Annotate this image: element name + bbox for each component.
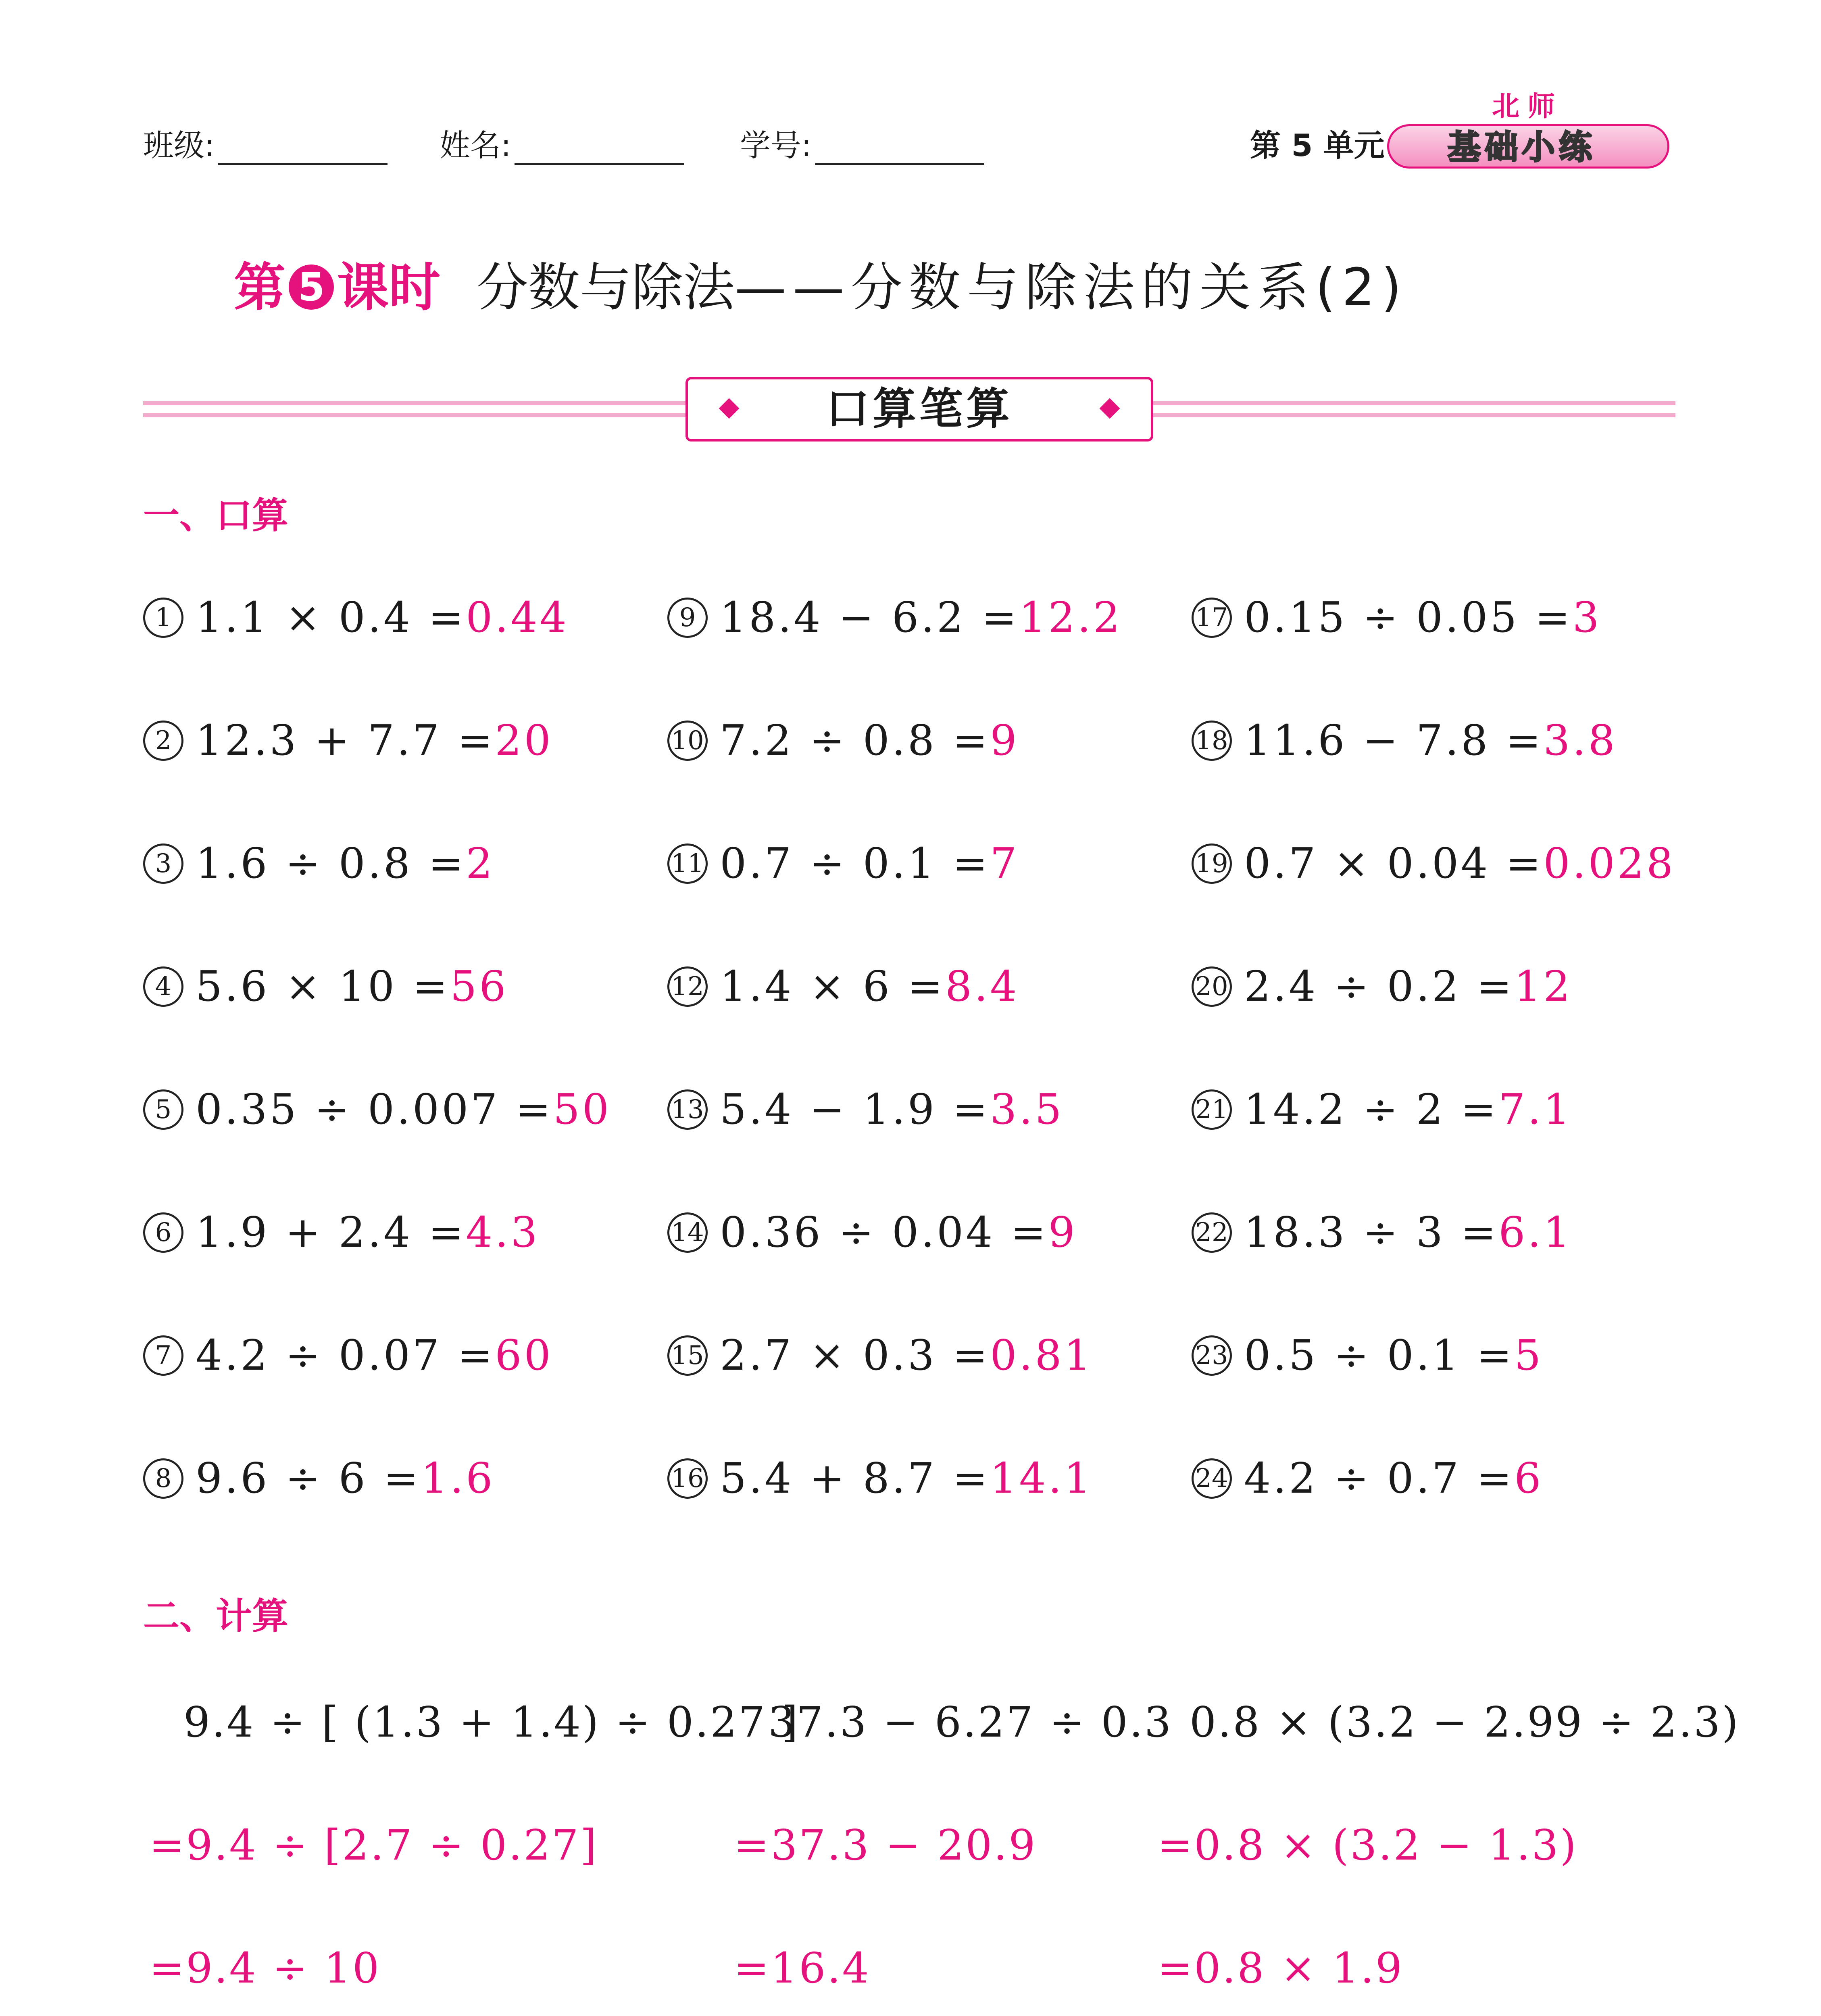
calc-step: =16.4 <box>734 1943 871 1993</box>
problem-answer: 20 <box>495 716 553 765</box>
problem-answer: 5 <box>1514 1331 1544 1380</box>
problem-expression: 12.3 + 7.7 = <box>196 716 495 765</box>
problem-number: 11 <box>667 843 708 884</box>
problem-answer: 12.2 <box>1019 593 1122 642</box>
calc-problem-2: 37.3 − 6.27 ÷ 0.3 <box>768 1697 1173 1747</box>
problem-expression: 18.3 ÷ 3 = <box>1244 1208 1499 1257</box>
lesson-number: 5 <box>289 264 334 310</box>
problem-number: 6 <box>143 1212 183 1253</box>
brand-publisher: 北师 <box>1492 91 1563 123</box>
lesson-suffix: 课时 <box>337 258 441 318</box>
problem-answer: 0.028 <box>1543 839 1676 888</box>
calc-step: =9.4 ÷ [2.7 ÷ 0.27] <box>149 1820 598 1870</box>
problem-answer: 7.1 <box>1498 1085 1573 1134</box>
problem-answer: 60 <box>495 1331 553 1380</box>
section-banner: 口算笔算 <box>825 384 1013 434</box>
problem-answer: 12 <box>1514 962 1573 1011</box>
problem-number: 19 <box>1192 843 1232 884</box>
problem-number: 3 <box>143 843 183 884</box>
oral-problem <box>667 593 1122 642</box>
lesson-prefix: 第 <box>234 258 286 318</box>
oral-problem <box>667 839 1019 888</box>
oral-problem <box>1192 839 1675 888</box>
problem-expression: 4.2 ÷ 0.7 = <box>1244 1454 1515 1503</box>
problem-expression: 5.4 − 1.9 = <box>720 1085 990 1134</box>
oral-problem <box>143 716 553 765</box>
problem-expression: 2.4 ÷ 0.2 = <box>1244 962 1515 1011</box>
problem-answer: 4.3 <box>466 1208 540 1257</box>
problem-answer: 56 <box>450 962 508 1011</box>
oral-problem <box>1192 1454 1543 1503</box>
problem-expression: 0.15 ÷ 0.05 = <box>1244 593 1573 642</box>
problem-number: 10 <box>667 721 708 761</box>
problem-answer: 7 <box>990 839 1019 888</box>
class-blank[interactable] <box>218 135 388 165</box>
problem-number: 14 <box>667 1212 708 1253</box>
problem-answer: 2 <box>466 839 495 888</box>
oral-problem <box>1192 593 1602 642</box>
problem-number: 7 <box>143 1335 183 1376</box>
section-calc-label: 二、计算 <box>143 1595 288 1637</box>
oral-problem <box>1192 1085 1573 1134</box>
problem-number: 12 <box>667 966 708 1007</box>
oral-problem <box>667 716 1019 765</box>
problem-number: 4 <box>143 966 183 1007</box>
problem-number: 21 <box>1192 1089 1232 1130</box>
problem-expression: 4.2 ÷ 0.07 = <box>196 1331 495 1380</box>
problem-answer: 6 <box>1514 1454 1544 1503</box>
problem-answer: 3 <box>1572 593 1602 642</box>
problem-number: 5 <box>143 1089 183 1130</box>
calc-step: =37.3 − 20.9 <box>734 1820 1037 1870</box>
problem-number: 9 <box>667 598 708 638</box>
problem-number: 22 <box>1192 1212 1232 1253</box>
problem-number: 24 <box>1192 1458 1232 1499</box>
problem-expression: 1.4 × 6 = <box>720 962 946 1011</box>
problem-expression: 0.5 ÷ 0.1 = <box>1244 1331 1515 1380</box>
problem-answer: 6.1 <box>1498 1208 1573 1257</box>
problem-expression: 0.36 ÷ 0.04 = <box>720 1208 1048 1257</box>
problem-number: 18 <box>1192 721 1232 761</box>
section-oral-label: 一、口算 <box>143 494 288 537</box>
problem-number: 16 <box>667 1458 708 1499</box>
oral-problem <box>143 962 508 1011</box>
problem-expression: 0.7 ÷ 0.1 = <box>720 839 990 888</box>
problem-number: 1 <box>143 598 183 638</box>
problem-expression: 1.1 × 0.4 = <box>196 593 466 642</box>
student-id-label: 学号: <box>740 127 812 163</box>
unit-label: 第 5 单元 <box>1250 127 1385 163</box>
problem-number: 13 <box>667 1089 708 1130</box>
problem-number: 2 <box>143 721 183 761</box>
problem-expression: 0.7 × 0.04 = <box>1244 839 1544 888</box>
title-sub: ——分数与除法的关系(2) <box>735 258 1408 318</box>
oral-problem <box>667 1085 1064 1134</box>
problem-answer: 50 <box>553 1085 612 1134</box>
oral-problem <box>143 593 569 642</box>
calc-step: =0.8 × (3.2 − 1.3) <box>1157 1820 1578 1870</box>
oral-problem <box>143 1208 540 1257</box>
oral-problem <box>143 1085 611 1134</box>
problem-number: 8 <box>143 1458 183 1499</box>
problem-answer: 0.81 <box>990 1331 1093 1380</box>
calc-step: =0.8 × 1.9 <box>1157 1943 1404 1993</box>
problem-expression: 1.6 ÷ 0.8 = <box>196 839 466 888</box>
oral-problem <box>667 1208 1077 1257</box>
problem-number: 15 <box>667 1335 708 1376</box>
problem-answer: 3.8 <box>1543 716 1617 765</box>
problem-expression: 18.4 − 6.2 = <box>720 593 1019 642</box>
problem-answer: 3.5 <box>990 1085 1064 1134</box>
calc-step: =9.4 ÷ 10 <box>149 1943 381 1993</box>
oral-problem <box>667 1331 1093 1380</box>
problem-answer: 1.6 <box>421 1454 495 1503</box>
student-id-field <box>740 121 984 165</box>
problem-expression: 1.9 + 2.4 = <box>196 1208 466 1257</box>
title-main: 分数与除法 <box>477 258 735 318</box>
name-blank[interactable] <box>515 135 684 165</box>
problem-answer: 9 <box>990 716 1019 765</box>
calc-problem-1: 9.4 ÷ [ (1.3 + 1.4) ÷ 0.27 ] <box>183 1697 800 1747</box>
problem-answer: 9 <box>1048 1208 1077 1257</box>
problem-expression: 11.6 − 7.8 = <box>1244 716 1544 765</box>
problem-expression: 2.7 × 0.3 = <box>720 1331 990 1380</box>
class-field <box>143 121 388 165</box>
brand-series: 基础小练 <box>1448 128 1596 167</box>
name-label: 姓名: <box>440 127 511 163</box>
problem-answer: 8.4 <box>945 962 1019 1011</box>
oral-problem <box>143 839 495 888</box>
oral-problem <box>1192 962 1573 1011</box>
oral-problem <box>143 1454 495 1503</box>
oral-problem <box>1192 716 1617 765</box>
problem-expression: 0.35 ÷ 0.007 = <box>196 1085 553 1134</box>
problem-expression: 14.2 ÷ 2 = <box>1244 1085 1499 1134</box>
oral-problem <box>667 962 1019 1011</box>
calc-problem-3: 0.8 × (3.2 − 2.99 ÷ 2.3) <box>1190 1697 1740 1747</box>
problem-expression: 9.6 ÷ 6 = <box>196 1454 421 1503</box>
problem-expression: 5.4 + 8.7 = <box>720 1454 990 1503</box>
student-id-blank[interactable] <box>815 135 984 165</box>
problem-number: 20 <box>1192 966 1232 1007</box>
oral-problem <box>1192 1208 1573 1257</box>
page-title <box>234 246 1408 320</box>
name-field <box>440 121 684 165</box>
class-label: 班级: <box>143 127 215 163</box>
problem-number: 17 <box>1192 598 1232 638</box>
problem-number: 23 <box>1192 1335 1232 1376</box>
oral-problem <box>667 1454 1093 1503</box>
problem-answer: 0.44 <box>466 593 569 642</box>
problem-expression: 7.2 ÷ 0.8 = <box>720 716 990 765</box>
problem-expression: 5.6 × 10 = <box>196 962 450 1011</box>
oral-problem <box>143 1331 553 1380</box>
oral-problem <box>1192 1331 1543 1380</box>
problem-answer: 14.1 <box>990 1454 1093 1503</box>
